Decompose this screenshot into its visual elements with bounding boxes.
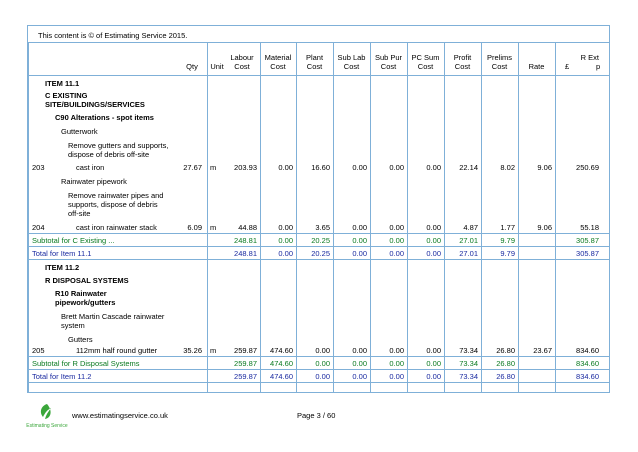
cell-prelims: 26.80: [496, 346, 515, 355]
header-prelims-cost: Cost: [491, 62, 508, 71]
header-rext-pounds: £: [565, 62, 570, 71]
cell-sublab: 0.00: [352, 372, 367, 381]
cell-unit: m: [210, 163, 217, 172]
cell-plant: 0.00: [315, 359, 330, 368]
rule: [333, 42, 334, 392]
cell-labour: 259.87: [234, 372, 257, 381]
rule: [207, 42, 208, 392]
cell-plant: 20.25: [311, 249, 330, 258]
item-heading: ITEM 11.1: [45, 79, 80, 88]
cell-profit: 73.34: [459, 372, 478, 381]
cell-rate: 9.06: [537, 223, 552, 232]
header-plant-cost: Cost: [306, 62, 323, 71]
item-description: supports, dispose of debris: [68, 200, 158, 209]
header-subpur-cost: Cost: [380, 62, 397, 71]
group-title: Gutters: [68, 335, 93, 344]
cell-plant: 20.25: [311, 236, 330, 245]
cell-sublab: 0.00: [352, 359, 367, 368]
cell-material: 0.00: [278, 249, 293, 258]
cell-plant: 0.00: [315, 372, 330, 381]
header-plant: Plant: [305, 53, 324, 62]
cell-prelims: 9.79: [500, 249, 515, 258]
rule: [481, 42, 482, 392]
cell-qty: 35.26: [183, 346, 202, 355]
header-labour-cost: Cost: [234, 62, 250, 71]
header-material: Material: [264, 53, 292, 62]
copyright-notice: This content is © of Estimating Service 2015.: [38, 31, 188, 40]
header-unit: Unit: [210, 62, 224, 71]
rule: [28, 246, 609, 247]
estimating-service-logo: [25, 402, 69, 430]
cell-qty: 6.09: [187, 223, 202, 232]
cell-subpur: 0.00: [389, 163, 404, 172]
subtotal-label: Subtotal for R Disposal Systems: [32, 359, 140, 368]
rule: [28, 233, 609, 234]
cell-plant: 3.65: [315, 223, 330, 232]
item-heading: ITEM 11.2: [45, 263, 80, 272]
header-subpur: Sub Pur: [374, 53, 403, 62]
header-pcsum-cost: Cost: [417, 62, 434, 71]
group-title: system: [61, 321, 85, 330]
cell-subpur: 0.00: [389, 236, 404, 245]
rule: [260, 42, 261, 392]
rule: [370, 42, 371, 392]
cell-material: 0.00: [278, 236, 293, 245]
header-labour: Labour: [230, 53, 254, 62]
cell-unit: m: [210, 223, 217, 232]
rule: [555, 42, 556, 392]
cell-subpur: 0.00: [389, 346, 404, 355]
item-description: Remove gutters and supports,: [68, 141, 169, 150]
cell-profit: 27.01: [459, 249, 478, 258]
cell-sublab: 0.00: [352, 223, 367, 232]
cell-labour: 203.93: [234, 163, 257, 172]
rule: [28, 259, 609, 260]
subsection-title: C90 Alterations - spot items: [55, 113, 154, 122]
cell-labour: 248.81: [234, 236, 257, 245]
subsection-title: pipework/gutters: [55, 298, 116, 307]
row-ref: 205: [32, 346, 45, 355]
cell-material: 474.60: [270, 346, 293, 355]
total-label: Total for Item 11.1: [32, 249, 92, 258]
cell-prelims: 8.02: [500, 163, 515, 172]
group-title: Gutterwork: [61, 127, 98, 136]
page-number: Page 3 / 60: [297, 411, 336, 420]
row-description: cast iron rainwater stack: [76, 223, 157, 232]
cell-sublab: 0.00: [352, 236, 367, 245]
cell-labour: 248.81: [234, 249, 257, 258]
cell-rext: 834.60: [576, 346, 599, 355]
rule: [28, 75, 609, 76]
section-title: R DISPOSAL SYSTEMS: [45, 276, 129, 285]
header-pcsum: PC Sum: [411, 53, 440, 62]
cell-material: 0.00: [278, 163, 293, 172]
header-rate: Rate: [528, 62, 545, 71]
row-description: 112mm half round gutter: [76, 346, 158, 355]
rule: [407, 42, 408, 392]
cell-pcsum: 0.00: [426, 163, 441, 172]
cell-prelims: 26.80: [496, 359, 515, 368]
rule: [28, 42, 29, 392]
header-prelims: Prelims: [486, 53, 512, 62]
rule: [28, 42, 609, 43]
cell-rext: 305.87: [576, 249, 599, 258]
cell-pcsum: 0.00: [426, 249, 441, 258]
estimate-table: [27, 25, 610, 393]
item-description: Remove rainwater pipes and: [68, 191, 164, 200]
rule: [28, 356, 609, 357]
cell-sublab: 0.00: [352, 346, 367, 355]
cell-labour: 259.87: [234, 359, 257, 368]
cell-material: 474.60: [270, 372, 293, 381]
cell-pcsum: 0.00: [426, 359, 441, 368]
cell-pcsum: 0.00: [426, 346, 441, 355]
cell-prelims: 9.79: [500, 236, 515, 245]
cell-profit: 27.01: [459, 236, 478, 245]
cell-prelims: 26.80: [496, 372, 515, 381]
cell-rext: 250.69: [576, 163, 599, 172]
header-profit: Profit: [453, 53, 472, 62]
subtotal-label: Subtotal for C Existing ...: [32, 236, 115, 245]
row-ref: 203: [32, 163, 45, 172]
cell-pcsum: 0.00: [426, 372, 441, 381]
cell-profit: 73.34: [459, 359, 478, 368]
subsection-title: R10 Rainwater: [55, 289, 107, 298]
cell-rate: 23.67: [533, 346, 552, 355]
cell-plant: 16.60: [311, 163, 330, 172]
rule: [518, 42, 519, 392]
cell-rate: 9.06: [537, 163, 552, 172]
cell-rext: 834.60: [576, 359, 599, 368]
section-title: SITE/BUILDINGS/SERVICES: [45, 100, 145, 109]
cell-sublab: 0.00: [352, 249, 367, 258]
cell-subpur: 0.00: [389, 249, 404, 258]
cell-material: 0.00: [278, 223, 293, 232]
header-sublab-cost: Cost: [343, 62, 360, 71]
item-description: dispose of debris off-site: [68, 150, 150, 159]
cell-subpur: 0.00: [389, 223, 404, 232]
header-rext: R Ext: [580, 53, 599, 62]
cell-prelims: 1.77: [500, 223, 515, 232]
rule: [28, 382, 609, 383]
cell-pcsum: 0.00: [426, 236, 441, 245]
rule: [444, 42, 445, 392]
logo-text: Estimating Service: [26, 423, 68, 429]
cell-unit: m: [210, 346, 217, 355]
rule: [28, 369, 609, 370]
cell-profit: 22.14: [459, 163, 478, 172]
footer-url[interactable]: www.estimatingservice.co.uk: [72, 411, 168, 420]
header-rext-pence: p: [596, 62, 601, 71]
item-description: off-site: [68, 209, 91, 218]
cell-labour: 259.87: [234, 346, 257, 355]
cell-profit: 73.34: [459, 346, 478, 355]
total-label: Total for Item 11.2: [32, 372, 92, 381]
cell-sublab: 0.00: [352, 163, 367, 172]
rule: [296, 42, 297, 392]
group-title: Brett Martin Cascade rainwater: [61, 312, 165, 321]
cell-rext: 834.60: [576, 372, 599, 381]
header-profit-cost: Cost: [454, 62, 471, 71]
cell-plant: 0.00: [315, 346, 330, 355]
cell-subpur: 0.00: [389, 372, 404, 381]
header-material-cost: Cost: [270, 62, 286, 71]
header-qty: Qty: [186, 62, 198, 71]
cell-subpur: 0.00: [389, 359, 404, 368]
row-description: cast iron: [76, 163, 105, 172]
row-ref: 204: [32, 223, 45, 232]
cell-qty: 27.67: [183, 163, 202, 172]
cell-rext: 305.87: [576, 236, 599, 245]
header-sublab: Sub Lab: [337, 53, 366, 62]
cell-rext: 55.18: [580, 223, 599, 232]
cell-labour: 44.88: [238, 223, 257, 232]
cell-material: 474.60: [270, 359, 293, 368]
group-title: Rainwater pipework: [61, 177, 127, 186]
cell-pcsum: 0.00: [426, 223, 441, 232]
cell-profit: 4.87: [463, 223, 478, 232]
section-title: C EXISTING: [45, 91, 88, 100]
